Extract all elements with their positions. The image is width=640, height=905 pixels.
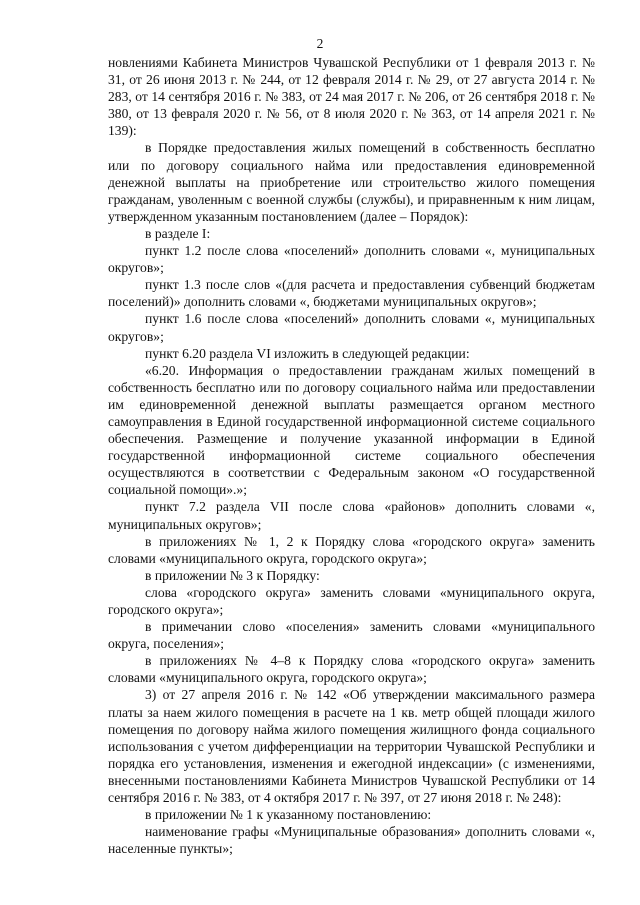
- paragraph: слова «городского округа» заменить словами «муниципального округа, городского округа»;: [108, 584, 595, 617]
- paragraph: новлениями Кабинета Министров Чувашской Республики от 1 февраля 2013 г. № 31, от 26 июня 2013 г. № 244, от 12 февраля 2014 г. № 29, от 27 августа 2014 г. № 283, от 14 сентября 2016 г. № 383, от 24 мая 2017 г. № 206, от 26 сентября 2018 г. № 380, от 13 февраля 2020 г. № 56, от 8 июля 2020 г. № 363, от 14 апреля 2021 г. № 139):: [108, 55, 595, 139]
- paragraph: в приложении № 3 к Порядку:: [145, 567, 320, 583]
- document-body: [108, 54, 595, 857]
- paragraph: пункт 7.2 раздела VII после слова «районов» дополнить словами «, муниципальных округов»;: [108, 499, 595, 532]
- paragraph: наименование графы «Муниципальные образования» дополнить словами «, населенные пункты»;: [108, 824, 595, 857]
- paragraph: в приложениях № 1, 2 к Порядку слова «городского округа» заменить словами «муниципального округа, городского округа»;: [108, 533, 595, 566]
- paragraph: в Порядке предоставления жилых помещений в собственность бесплатно или по договору социального найма или предоставления единовременной денежной выплаты на приобретение или строительство жилого помещения гражданам, уволенным с военной службы (службы), и приравненным к ним лицам, утвержденном указанным постановлением (далее – Порядок):: [108, 140, 595, 224]
- paragraph: пункт 1.6 после слова «поселений» дополнить словами «, муниципальных округов»;: [108, 311, 595, 344]
- paragraph: в примечании слово «поселения» заменить словами «муниципального округа, поселения»;: [108, 619, 595, 652]
- paragraph: 3) от 27 апреля 2016 г. № 142 «Об утверждении максимального размера платы за наем жилого помещения в расчете на 1 кв. метр общей площади жилого помещения по договору найма жилого помещения жилищного фонда социального использования с учетом дифференциации на территории Чувашской Республики и порядка его установления, изменения и ежегодной индексации» (с изменениями, внесенными постановлениями Кабинета Министров Чувашской Республики от 14 сентября 2016 г. № 383, от 4 октября 2017 г. № 397, от 27 июня 2018 г. № 248):: [108, 687, 595, 806]
- paragraph: «6.20. Информация о предоставлении гражданам жилых помещений в собственность бесплатно или по договору социального найма или предоставлении им единовременной денежной выплаты размещается органом местного самоуправления в Единой государственной информационной системе социального обеспечения. Размещение и получение указанной информации в Единой государственной информационной системе социального обеспечения осуществляются в соответствии с Федеральным законом «О государственной социальной помощи».»;: [108, 362, 595, 498]
- paragraph: пункт 1.2 после слова «поселений» дополнить словами «, муниципальных округов»;: [108, 243, 595, 276]
- paragraph: в разделе I:: [145, 225, 211, 241]
- paragraph: пункт 6.20 раздела VI изложить в следующей редакции:: [145, 345, 470, 361]
- paragraph: пункт 1.3 после слов «(для расчета и предоставления субвенций бюджетам поселений)» дополнить словами «, бюджетами муниципальных округов»;: [108, 277, 595, 310]
- paragraph: в приложениях № 4–8 к Порядку слова «городского округа» заменить словами «муниципального округа, городского округа»;: [108, 653, 595, 686]
- paragraph: в приложении № 1 к указанному постановлению:: [145, 807, 432, 823]
- page-number: 2: [316, 36, 324, 51]
